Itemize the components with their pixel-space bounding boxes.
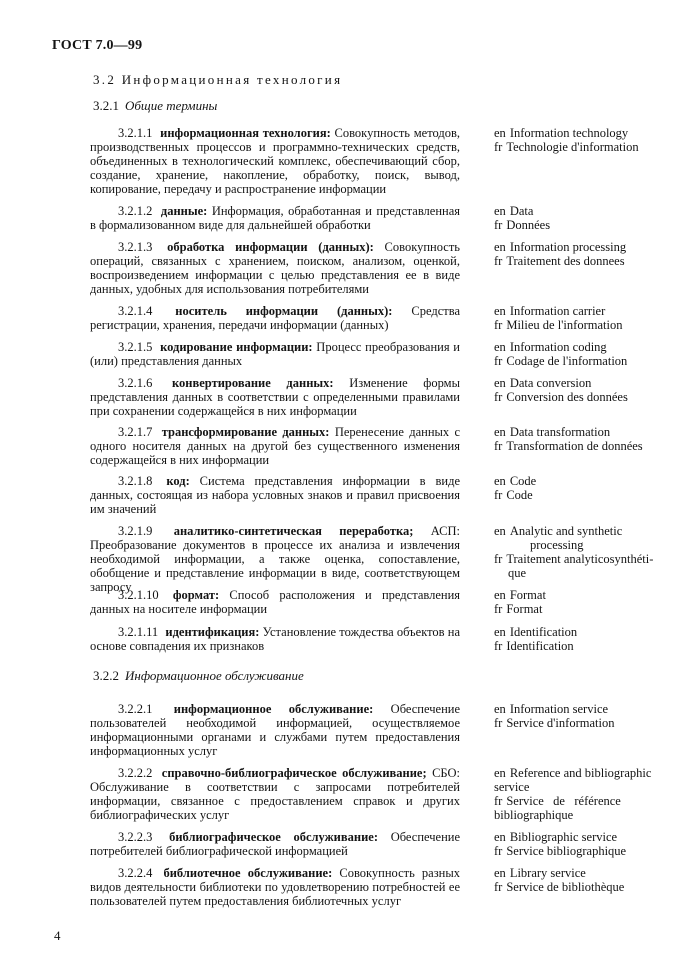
term-equivalents: en Data fr Données bbox=[494, 204, 551, 232]
term-entry: 3.2.1.8 код: Система представления информации в виде данных, состоящая из набора условных знаков и правил присвоения им значений bbox=[90, 474, 461, 516]
term-entry: 3.2.1.5 кодирование информации: Процесс преобразования и (или) представления данных bbox=[90, 340, 460, 368]
term-equivalents: en Information carrier fr Milieu de l'information bbox=[494, 304, 623, 332]
term-entry: 3.2.2.4 библиотечное обслуживание: Совокупность разных видов деятельности библиотеки по удовлетворению потребностей ее пользователей путем предоставления библиотечных услуг bbox=[90, 866, 460, 908]
term-entry: 3.2.1.4 носитель информации (данных): Средства регистрации, хранения, передачи информации (данных) bbox=[90, 304, 461, 332]
term-entry: 3.2.1.6 конвертирование данных: Изменение формы представления данных в соответствии с определенными правилами при сохранении содержащейся в них информации bbox=[90, 376, 460, 418]
term-entry: 3.2.2.3 библиографическое обслуживание: Обеспечение потребителей библиографической информацией bbox=[90, 830, 461, 858]
term-equivalents: en Format fr Format bbox=[494, 588, 546, 616]
term-entry: 3.2.1.11 идентификация: Установление тождества объектов на основе совпадения их признаков bbox=[90, 625, 460, 653]
term-entry: 3.2.2.1 информационное обслуживание: Обеспечение пользователей необходимой информацией, осуществляемое информационными органами и службами путем предоставления информационных услуг bbox=[90, 702, 460, 758]
term-equivalents: en Information processing fr Traitement des donnees bbox=[494, 240, 627, 268]
term-equivalents: en Data transformation fr Transformation de données bbox=[494, 425, 643, 453]
term-entry: 3.2.1.2 данные: Информация, обработанная и представленная в формализованном виде для дальнейшей обработки bbox=[90, 204, 461, 232]
subsection-heading: 3.2.1 Общие термины bbox=[93, 98, 218, 113]
term-equivalents: en Information coding fr Codage de l'information bbox=[494, 340, 628, 368]
subsection-heading: 3.2.2 Информационное обслуживание bbox=[93, 668, 304, 683]
term-entry: 3.2.1.10 формат: Способ расположения и представления данных на носителе информации bbox=[90, 588, 461, 616]
term-equivalents: en Reference and bibliographic service fr Service de référence bibliographique bbox=[494, 766, 652, 822]
term-equivalents: en Analytic and synthetic processing fr Traitement analyticosynthéti- que bbox=[494, 524, 654, 580]
term-entry: 3.2.1.1 информационная технология: Совокупность методов, производственных процессов и программно-технических средств, объединенных в технологический комплекс, обеспечивающий сбор, создание, хранение, накопление, обработку, поиск, вывод, копирование, передачу и распространение информации bbox=[90, 126, 461, 196]
section-heading: 3.2 Информационная технология bbox=[93, 72, 343, 87]
term-entry: 3.2.1.9 аналитико-синтетическая переработка; АСП: Преобразование документов в процессе их анализа и извлечения необходимой информации, а также оценка, сопоставление, обобщение и представление информации в виде, соответствующем запросу bbox=[90, 524, 461, 594]
standard-code: ГОСТ 7.0—99 bbox=[52, 38, 143, 53]
term-equivalents: en Identification fr Identification bbox=[494, 625, 578, 653]
term-entry: 3.2.1.3 обработка информации (данных): Совокупность операций, связанных с хранением, поиском, анализом, оценкой, воспроизведением информации с целью представления ее в виде данных, удобных для использования потребителями bbox=[90, 240, 460, 296]
term-equivalents: en Information technology fr Technologie d'information bbox=[494, 126, 639, 154]
term-equivalents: en Information service fr Service d'information bbox=[494, 702, 615, 730]
page-number: 4 bbox=[54, 928, 61, 943]
term-entry: 3.2.1.7 трансформирование данных: Перенесение данных с одного носителя данных на другой без существенного изменения содержащейся в них информации bbox=[90, 425, 461, 467]
term-equivalents: en Data conversion fr Conversion des données bbox=[494, 376, 628, 404]
term-equivalents: en Bibliographic service fr Service bibliographique bbox=[494, 830, 627, 858]
term-equivalents: en Code fr Code bbox=[494, 474, 537, 502]
term-equivalents: en Library service fr Service de bibliothèque bbox=[494, 866, 625, 894]
term-entry: 3.2.2.2 справочно-библиографическое обслуживание; СБО: Обслуживание в соответствии с запросами потребителей информации, связанное с предоставлением справок и других библиографических услуг bbox=[90, 766, 460, 822]
